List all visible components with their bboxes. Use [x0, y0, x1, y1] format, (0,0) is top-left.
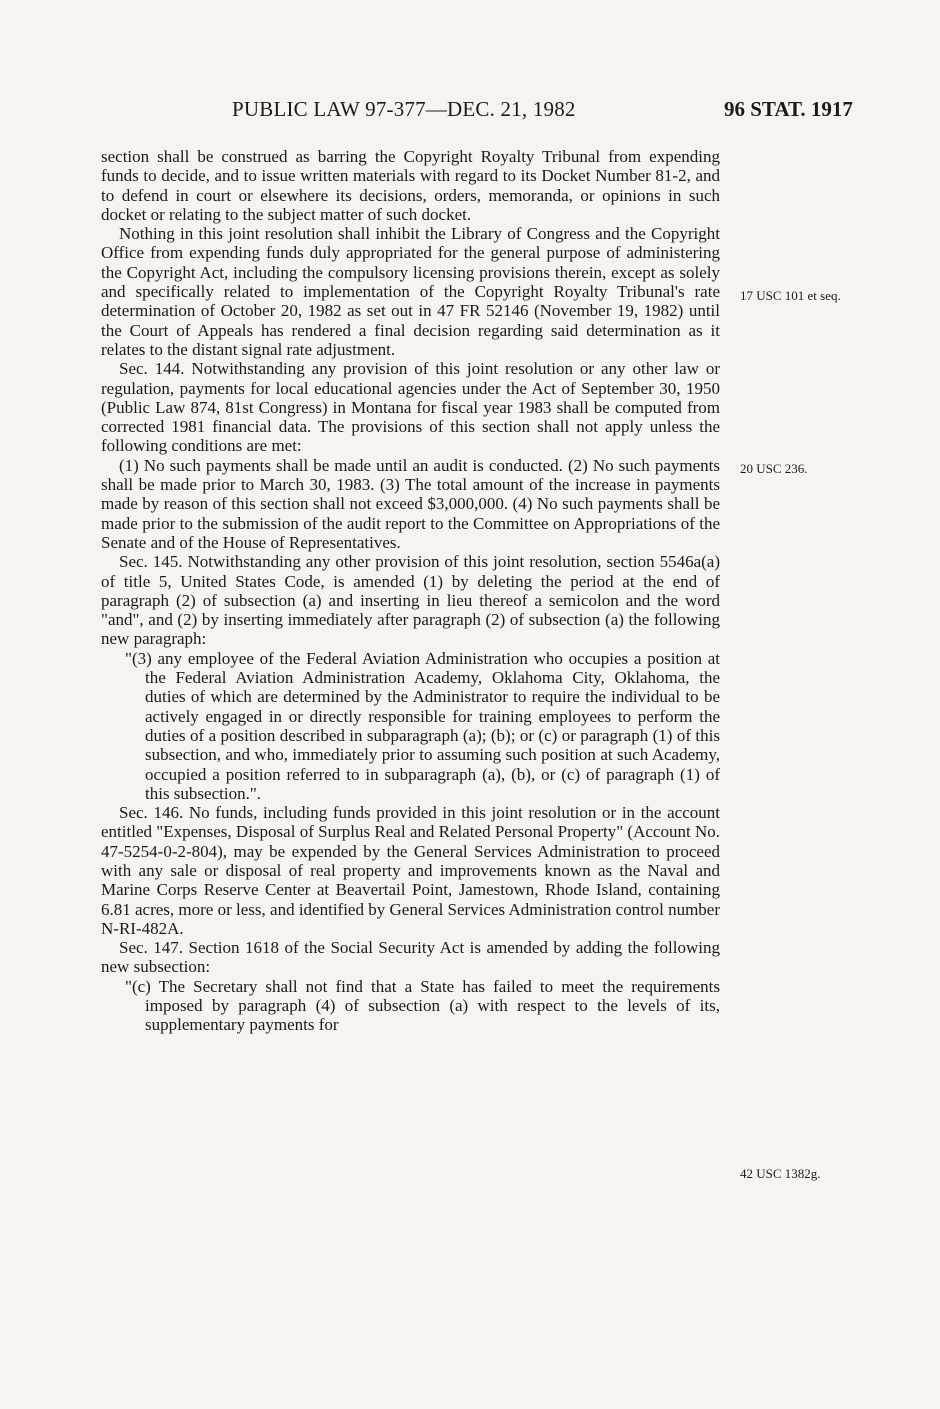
paragraph-sec-145: Sec. 145. Notwithstanding any other provision of this joint resolution, section 5546a(a) of title 5, United States Code, is amended (1) by deleting the period at the end of paragraph (2) of subsection (a) and inserting in lieu thereof a semicolon and the word "and", and (2) by inserting immediately after paragraph (2) of subsection (a) the following new paragraph: — [101, 552, 720, 649]
quoted-paragraph-3: "(3) any employee of the Federal Aviation Administration who occupies a position at the Federal Aviation Administration Academy, Oklahoma City, Oklahoma, the duties of which are determined by the Administrator to require the individual to be actively engaged in or directly responsible for training employees to perform the duties of a position described in subparagraph (a); (b); or (c) or paragraph (1) of this subsection, and who, immediately prior to assuming such position at such Academy, occupied a position referred to in subparagraph (a), (b), or (c) of paragraph (1) of this subsection.". — [125, 648, 720, 803]
margin-note-17-usc-101: 17 USC 101 et seq. — [740, 288, 841, 303]
margin-note-20-usc-236: 20 USC 236. — [740, 461, 808, 476]
paragraph-sec-147: Sec. 147. Section 1618 of the Social Security Act is amended by adding the following new subsection: — [101, 938, 720, 977]
paragraph-library-of-congress: Nothing in this joint resolution shall inhibit the Library of Congress and the Copyright Office from expending funds duly appropriated for the general purpose of administering the Copyright Act, including the compulsory licensing provisions therein, except as solely and specifically related to implementation of the Copyright Royalty Tribunal's rate determination of October 20, 1982 as set out in 47 FR 52146 (November 19, 1982) until the Court of Appeals has rendered a final decision regarding said determination as it relates to the distant signal rate adjustment. — [101, 224, 720, 359]
paragraph-sec-144-conditions: (1) No such payments shall be made until an audit is conducted. (2) No such payments shall be made prior to March 30, 1983. (3) The total amount of the increase in payments made by reason of this section shall not exceed $3,000,000. (4) No such payments shall be made prior to the submission of the audit report to the Committee on Appropriations of the Senate and of the House of Representatives. — [101, 455, 720, 552]
paragraph-continuation: section shall be construed as barring the Copyright Royalty Tribunal from expending funds to decide, and to issue written materials with regard to its Docket Number 81-2, and to defend in court or elsewhere its decisions, orders, memoranda, or opinions in such docket or relating to the subject matter of such docket. — [101, 147, 720, 224]
paragraph-sec-144: Sec. 144. Notwithstanding any provision of this joint resolution or any other law or regulation, payments for local educational agencies under the Act of September 30, 1950 (Public Law 874, 81st Congress) in Montana for fiscal year 1983 shall be computed from corrected 1981 financial data. The provisions of this section shall not apply unless the following conditions are met: — [101, 359, 720, 456]
body-text — [101, 147, 720, 1035]
page-header-stat-citation: 96 STAT. 1917 — [724, 97, 853, 121]
page-header-title: PUBLIC LAW 97-377—DEC. 21, 1982 — [232, 97, 576, 121]
quoted-subsection-c: "(c) The Secretary shall not find that a State has failed to meet the requirements imposed by paragraph (4) of subsection (a) with respect to the levels of its, supplementary payments for — [125, 976, 720, 1035]
margin-note-42-usc-1382g: 42 USC 1382g. — [740, 1166, 821, 1181]
paragraph-sec-146: Sec. 146. No funds, including funds provided in this joint resolution or in the account entitled "Expenses, Disposal of Surplus Real and Related Personal Property" (Account No. 47-5254-0-2-804), may be expended by the General Services Administration to proceed with any sale or disposal of real property and improvements known as the Naval and Marine Corps Reserve Center at Beavertail Point, Jamestown, Rhode Island, containing 6.81 acres, more or less, and identified by General Services Administration control number N-RI-482A. — [101, 803, 720, 938]
